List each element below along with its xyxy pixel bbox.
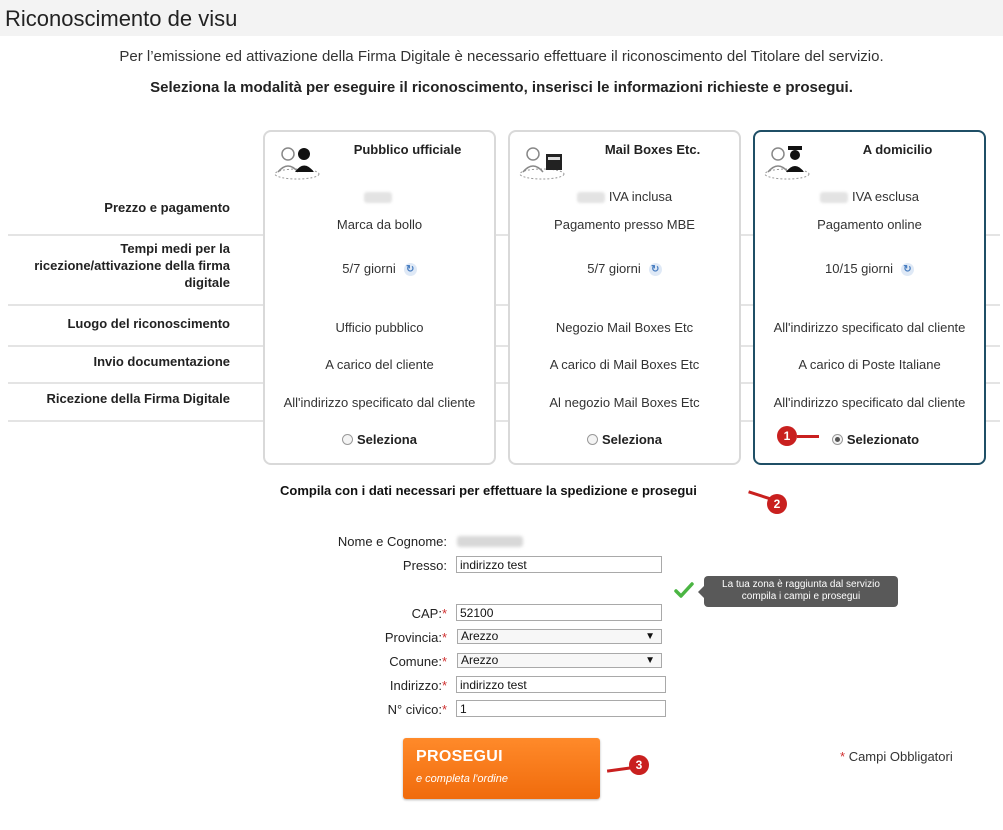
name-label: Nome e Cognome: [337, 534, 447, 549]
option-card-pubblico-ufficiale[interactable] [263, 130, 496, 465]
page-title: Riconoscimento de visu [5, 6, 238, 31]
dropdown-caret-icon: ▼ [645, 655, 655, 666]
name-value-blurred [457, 534, 523, 552]
civico-label: N° civico:* [387, 702, 447, 717]
radio-button[interactable] [587, 434, 598, 445]
comune-select[interactable]: Arezzo ▼ [457, 653, 662, 668]
prosegui-button[interactable]: PROSEGUI e completa l'ordine [403, 738, 600, 799]
row-label-receipt: Ricezione della Firma Digitale [46, 391, 230, 406]
payment-cell: Marca da bollo [336, 217, 423, 232]
zone-tooltip: La tua zona è raggiunta dal servizio compila i campi e prosegui [704, 576, 898, 607]
option-card-mail-boxes[interactable] [508, 130, 741, 465]
row-label-price: Prezzo e pagamento [104, 200, 230, 215]
intro-text: Per l’emissione ed attivazione della Firma Digitale è necessario effettuare il riconoscimento del Titolare del servizio. [119, 48, 884, 65]
radio-button-selected[interactable] [832, 434, 843, 445]
info-icon[interactable]: ↻ [901, 263, 914, 276]
payment-cell: Pagamento online [817, 217, 922, 232]
option-title: Mail Boxes Etc. [604, 142, 701, 157]
radio-button[interactable] [342, 434, 353, 445]
info-icon[interactable]: ↻ [649, 263, 662, 276]
info-icon[interactable]: ↻ [404, 263, 417, 276]
annotation-badge-3: 3 [629, 755, 649, 775]
blurred-price [820, 192, 848, 203]
receipt-cell: All'indirizzo specificato dal cliente [773, 395, 966, 410]
blurred-price [577, 192, 605, 203]
option-title: Pubblico ufficiale [353, 142, 462, 157]
select-option-domicilio[interactable]: Selezionato [755, 432, 984, 447]
annotation-arrow-1 [797, 435, 819, 438]
comune-label: Comune:* [389, 654, 447, 669]
form-heading: Compila con i dati necessari per effettuare la spedizione e prosegui [280, 483, 697, 498]
receipt-cell: All'indirizzo specificato dal cliente [283, 395, 476, 410]
receipt-cell: Al negozio Mail Boxes Etc [549, 395, 700, 410]
indirizzo-label: Indirizzo:* [389, 678, 447, 693]
option-title: A domicilio [862, 142, 933, 157]
cap-input[interactable] [456, 604, 662, 621]
cap-label: CAP:* [411, 606, 447, 621]
select-option-pubblico[interactable]: Seleziona [265, 432, 494, 447]
option-card-a-domicilio[interactable] [753, 130, 986, 465]
time-cell: 5/7 giorni ↻ [265, 261, 494, 276]
instruction-text: Seleziona la modalità per eseguire il riconoscimento, inserisci le informazioni richieste e prosegui. [150, 79, 853, 96]
price-cell [265, 189, 494, 204]
annotation-arrow-3 [607, 766, 631, 772]
provincia-select[interactable]: Arezzo ▼ [457, 629, 662, 644]
select-option-mbe[interactable]: Seleziona [510, 432, 739, 447]
place-cell: Negozio Mail Boxes Etc [555, 320, 694, 335]
required-fields-note: * Campi Obbligatori [840, 749, 953, 764]
official-person-icon [273, 140, 321, 180]
payment-cell: Pagamento presso MBE [554, 217, 695, 232]
courier-person-icon [763, 140, 811, 180]
docs-cell: A carico di Poste Italiane [798, 357, 941, 372]
mbe-shop-icon [518, 140, 566, 180]
check-icon [674, 582, 694, 598]
docs-cell: A carico del cliente [325, 357, 434, 372]
price-cell: IVA esclusa [755, 189, 984, 204]
indirizzo-input[interactable] [456, 676, 666, 693]
row-label-times: Tempi medi per la ricezione/attivazione della firma digitale [34, 241, 230, 290]
blurred-price [364, 192, 392, 203]
row-label-docs: Invio documentazione [93, 354, 230, 369]
annotation-badge-1: 1 [777, 426, 797, 446]
place-cell: All'indirizzo specificato dal cliente [773, 320, 966, 335]
dropdown-caret-icon: ▼ [645, 631, 655, 642]
presso-input[interactable] [456, 556, 662, 573]
row-label-place: Luogo del riconoscimento [67, 316, 230, 331]
time-cell: 10/15 giorni ↻ [755, 261, 984, 276]
place-cell: Ufficio pubblico [335, 320, 424, 335]
docs-cell: A carico di Mail Boxes Etc [549, 357, 700, 372]
civico-input[interactable] [456, 700, 666, 717]
price-cell: IVA inclusa [510, 189, 739, 204]
time-cell: 5/7 giorni ↻ [510, 261, 739, 276]
provincia-label: Provincia:* [384, 630, 447, 645]
annotation-badge-2: 2 [767, 494, 787, 514]
presso-label: Presso: [402, 558, 447, 573]
